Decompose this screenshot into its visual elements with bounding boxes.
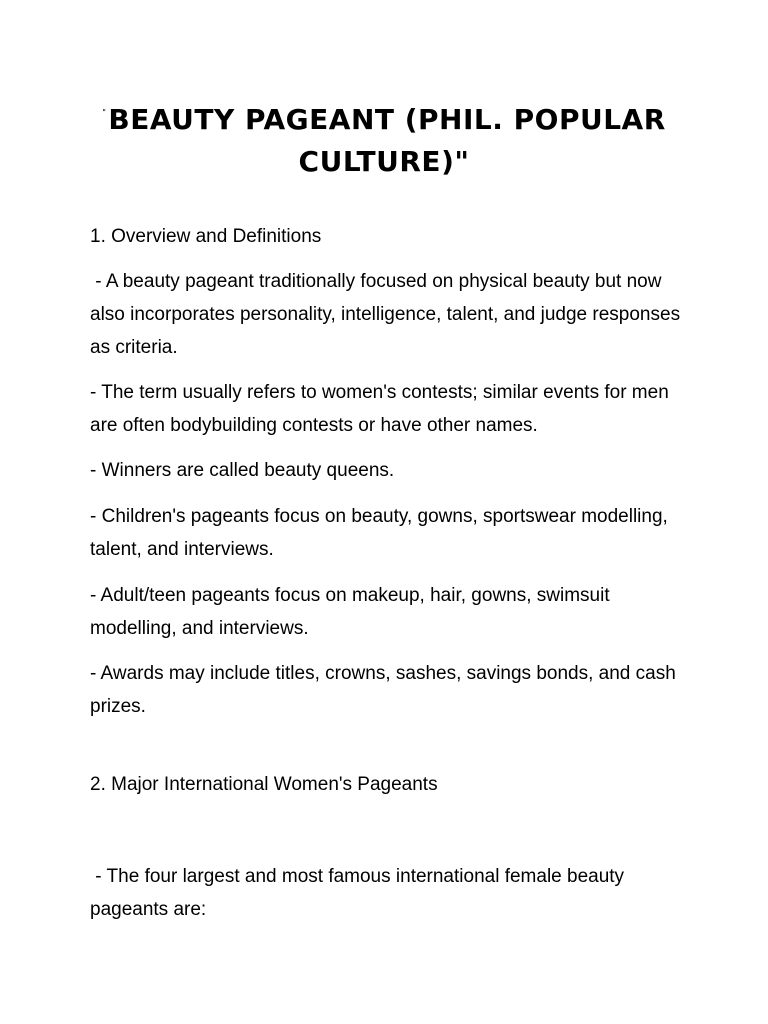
- paragraph-four-largest: - The four largest and most famous international female beauty pageants are:: [90, 866, 630, 920]
- paragraph-winners: - Winners are called beauty queens.: [90, 460, 395, 481]
- title-text: BEAUTY PAGEANT (PHIL. POPULAR CULTURE)": [108, 103, 666, 178]
- section-heading-overview: 1. Overview and Definitions: [90, 226, 322, 247]
- paragraph-awards: - Awards may include titles, crowns, sashes, savings bonds, and cash prizes.: [90, 663, 682, 717]
- paragraph-term-usage: - The term usually refers to women's contests; similar events for men are often bodybuilding contests or have other names.: [90, 382, 675, 436]
- section-heading-international: 2. Major International Women's Pageants: [90, 774, 438, 795]
- paragraph-definition: - A beauty pageant traditionally focused on physical beauty but now also incorporates personality, intelligence, talent, and judge responses as criteria.: [90, 271, 686, 358]
- paragraph-adult-teen-pageants: - Adult/teen pageants focus on makeup, hair, gowns, swimsuit modelling, and interviews.: [90, 585, 615, 639]
- title-open-quote: ": [102, 108, 107, 117]
- document-title: [60, 92, 708, 183]
- paragraph-childrens-pageants: - Children's pageants focus on beauty, gowns, sportswear modelling, talent, and interviews.: [90, 506, 674, 560]
